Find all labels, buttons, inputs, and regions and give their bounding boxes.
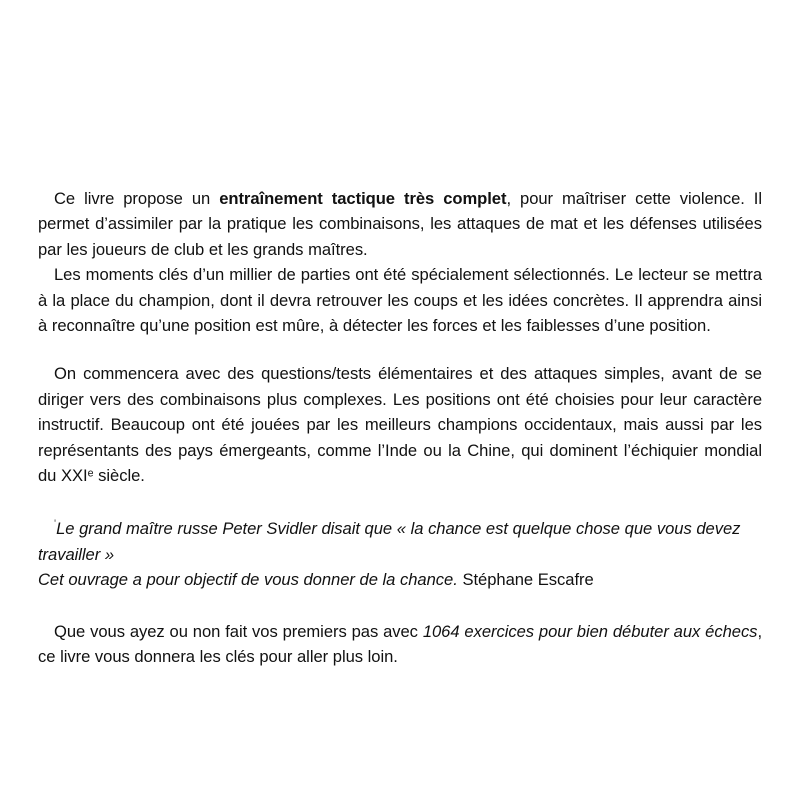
referenced-book-title: 1064 exercices pour bien débuter aux échecs [422, 621, 758, 641]
paragraph-1-lead: Ce livre propose un [54, 189, 220, 208]
closing-paragraph-block [38, 619, 762, 670]
paragraph-1-bold-phrase: entraînement tactique très complet [219, 189, 507, 208]
pull-quote-block [38, 512, 762, 592]
body-text-block [38, 186, 762, 670]
quote-attribution: Stéphane Escafre [462, 570, 594, 590]
paragraph-group-intro [38, 186, 762, 338]
quote-line-1 [38, 512, 762, 567]
paragraph-4 [38, 619, 762, 670]
quote-purpose-text: Cet ouvrage a pour objectif de vous donner de la chance. [38, 570, 463, 590]
paragraph-3-part2: siècle. [93, 466, 145, 486]
quote-text: Le grand maître russe Peter Svidler disait que « la chance est quelque chose que vous devez travailler » [38, 519, 741, 564]
paragraph-1-rest: , pour maîtriser cette violence. Il permet d’assimiler par la pratique les combinaisons, les attaques de mat et les défenses utilisées par les joueurs de club et les grands maîtres. [38, 189, 762, 259]
paragraph-3-ordinal-suffix: e [87, 467, 94, 480]
paragraph-2-text: Les moments clés d’un millier de parties ont été spécialement sélectionnés. Le lecteur se mettra à la place du champion, dont il devra retrouver les coups et les idées concrètes. Il apprendra ainsi à reconnaître qu’une position est mûre, à détecter les forces et les faiblesses d’une position. [38, 265, 762, 336]
paragraph-1 [38, 186, 762, 262]
quote-open-mark: ' [54, 518, 57, 531]
paragraph-4-part1: Que vous ayez ou non fait vos premiers pas avec [54, 621, 423, 641]
paragraph-4-part2: , ce livre vous donnera les clés pour aller plus loin. [38, 621, 762, 667]
paragraph-3 [38, 361, 762, 488]
quote-line-2 [38, 567, 762, 592]
paragraph-2 [38, 262, 762, 338]
paragraph-3-part1: On commencera avec des questions/tests élémentaires et des attaques simples, avant de se diriger vers des combinaisons plus complexes. Les positions ont été choisies pour leur caractère instructif. Beaucoup ont été jouées par les meilleurs champions occidentaux, mais aussi par les représentants des pays émergeants, comme l’Inde ou la Chine, qui dominent l’échiquier mondial du XXI [38, 364, 762, 486]
